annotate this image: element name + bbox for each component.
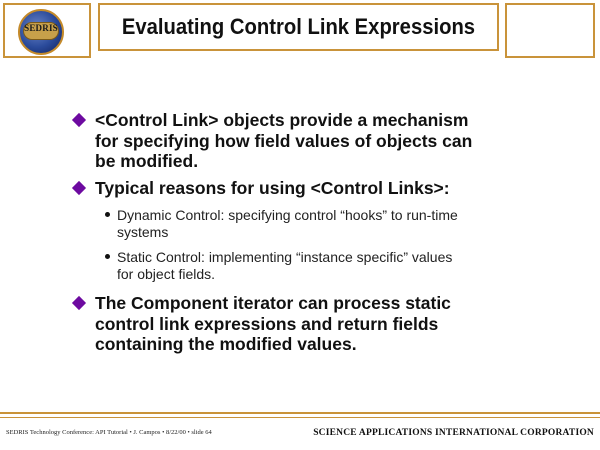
bullet-line: The Component iterator can process static	[95, 293, 451, 313]
title-frame	[98, 3, 499, 51]
bullet-line: containing the modified values.	[95, 334, 357, 354]
sedris-logo-icon	[18, 9, 64, 55]
bullet-line: <Control Link> objects provide a mechanism	[95, 110, 469, 130]
diamond-bullet-icon	[72, 113, 86, 127]
diamond-bullet-icon	[72, 181, 86, 195]
sub-bullet-line: Dynamic Control: specifying control “hooks” to run-time	[117, 207, 458, 223]
sub-bullet-line: systems	[117, 224, 169, 240]
bullet-line: for specifying how field values of objects can	[95, 130, 473, 151]
slide-title: Evaluating Control Link Expressions	[121, 14, 476, 39]
bullet-line: Typical reasons for using <Control Links>:	[95, 178, 450, 198]
footer-company: SCIENCE APPLICATIONS INTERNATIONAL CORPORATION	[313, 428, 594, 438]
right-header-frame	[505, 3, 595, 58]
bullet-line: control link expressions and return fields	[95, 313, 439, 334]
sub-bullet-line: Static Control: implementing “instance specific” values	[117, 249, 453, 265]
dot-bullet-icon	[105, 212, 110, 217]
footer-rule	[0, 412, 600, 414]
footer-rule-thin	[0, 417, 600, 418]
diamond-bullet-icon	[72, 296, 86, 310]
slide-header	[0, 0, 600, 56]
footer-citation: SEDRIS Technology Conference: API Tutorial • J. Campos • 8/22/00 • slide 64	[6, 429, 212, 436]
dot-bullet-icon	[105, 254, 110, 259]
bullet-line: be modified.	[95, 151, 199, 171]
sub-bullet-line: for object fields.	[117, 266, 216, 282]
logo-text: SEDRIS	[24, 23, 58, 33]
logo-frame	[3, 3, 91, 58]
